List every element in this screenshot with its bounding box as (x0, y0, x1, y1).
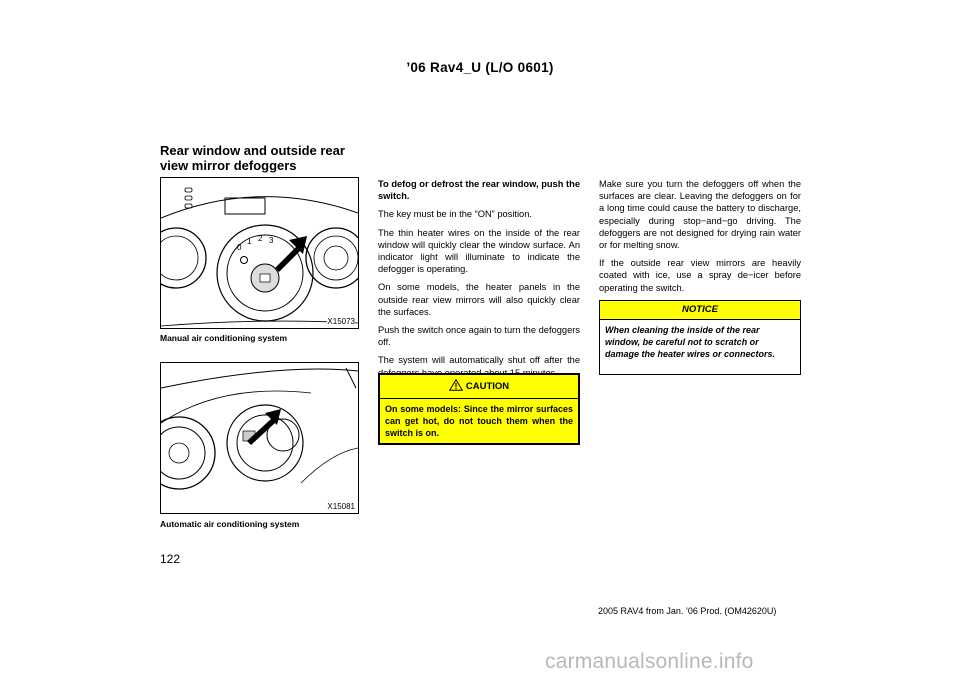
document-header-title: ’06 Rav4_U (L/O 0601) (406, 60, 554, 75)
dial-number-1: 1 (247, 237, 252, 246)
figure-caption-1: Manual air conditioning system (160, 333, 288, 343)
notice-text: When cleaning the inside of the rear window, be careful not to scratch or damage the heater wires or connectors. (605, 325, 776, 359)
notice-header: NOTICE (600, 301, 800, 320)
dial-number-3: 3 (269, 236, 274, 245)
paragraph: The key must be in the “ON” position. (378, 209, 532, 220)
footer-text: 2005 RAV4 from Jan. ’06 Prod. (OM42620U) (598, 606, 777, 616)
middle-column (378, 178, 580, 385)
paragraph: If the outside rear view mirrors are heavily coated with ice, use a spray de−icer before operating the switch. (599, 258, 801, 293)
figure-code-1: X15073 (327, 317, 355, 326)
automatic-ac-illustration (161, 363, 358, 513)
caution-box (378, 373, 580, 445)
paragraph: The system will automatically shut off after the (378, 355, 580, 366)
figure-caption-2: Automatic air conditioning system (160, 519, 300, 529)
page-number: 122 (160, 552, 181, 566)
dial-number-0: 0 (237, 243, 242, 252)
caution-text: On some models: Since the mirror surfaces can get hot, do not touch them when the switch is on. (385, 404, 573, 438)
warning-triangle-icon (449, 379, 463, 391)
section-title: Rear window and outside rear view mirror defoggers (160, 143, 345, 173)
paragraph: Push the switch once again to turn the defoggers off. (378, 325, 580, 348)
figure-automatic-ac (160, 362, 359, 514)
manual-ac-illustration (161, 178, 358, 328)
caution-label: CAUTION (465, 381, 510, 392)
paragraph: On some models, the heater panels in the outside rear view mirrors will also quickly clear the surfaces. (378, 282, 580, 317)
watermark-text: carmanualsonline.info (545, 650, 754, 673)
pointer-arrow-icon (247, 409, 281, 445)
dial-number-2: 2 (258, 234, 263, 243)
caution-divider (380, 398, 578, 399)
right-column (599, 178, 801, 300)
paragraph: Make sure you turn the defoggers off when the surfaces are clear. Leaving the defoggers on for a long time could cause the battery to discharge, especially during stop−and−go driving. The defoggers are not designed for drying rain water or for melting snow. (599, 179, 801, 251)
instruction-heading: To defog or defrost the rear window, push the switch. (378, 179, 580, 202)
caution-header (380, 379, 578, 392)
notice-box (599, 300, 801, 375)
paragraph: The thin heater wires on the inside of the rear window will quickly clear the window surface. An indicator light will illuminate to indicate the defogger is operating. (378, 227, 580, 275)
figure-manual-ac (160, 177, 359, 329)
figure-code-2: X15081 (327, 502, 355, 511)
